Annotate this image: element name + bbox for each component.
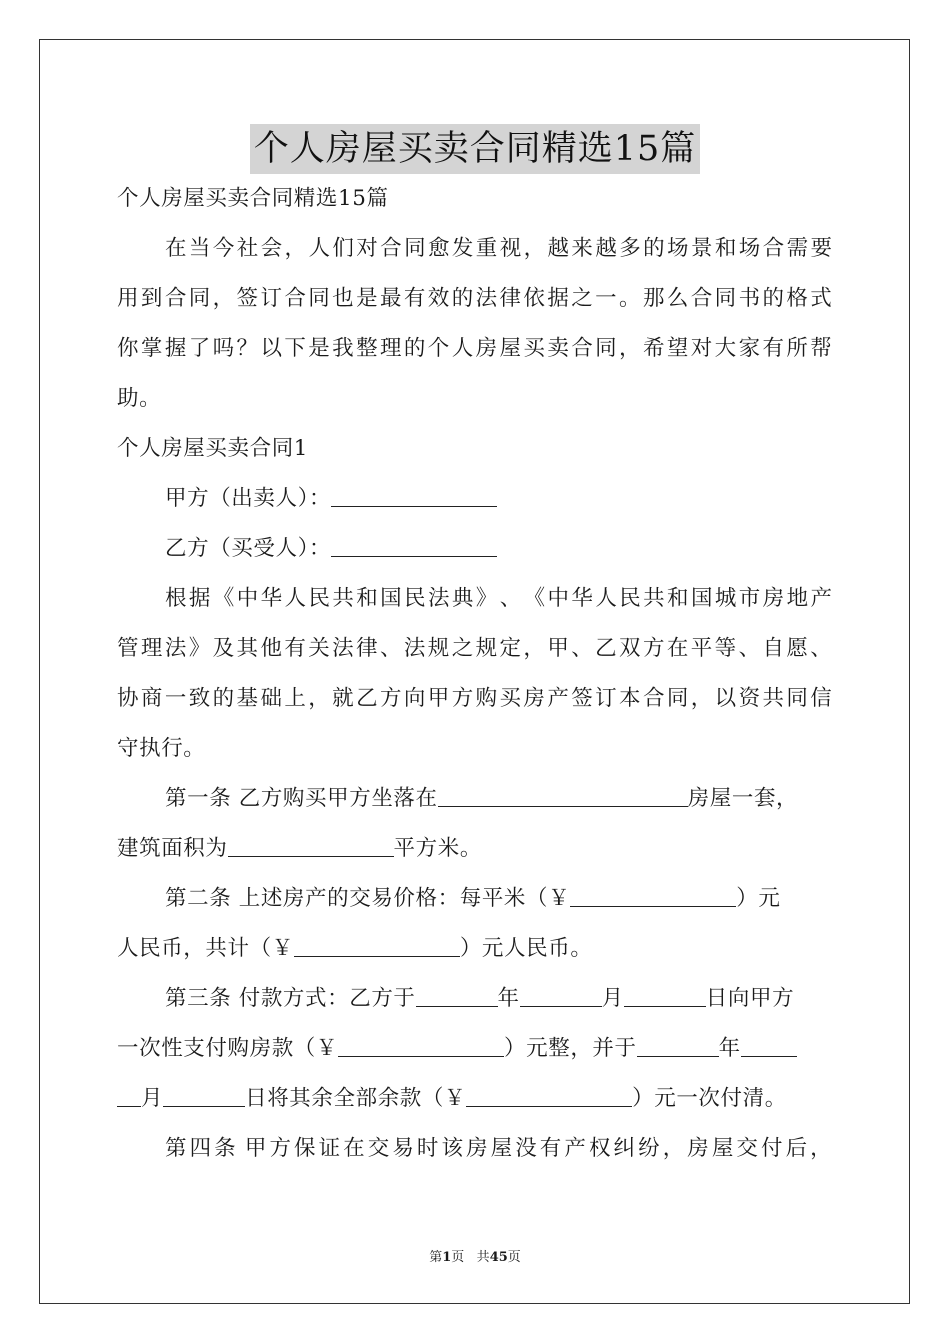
article-2-line-1	[165, 884, 780, 914]
footer-total-pages: 45	[489, 1250, 508, 1265]
article-2-text-a: 第二条 上述房产的交易价格：每平米（￥	[165, 886, 571, 911]
footer-page-number: 1	[442, 1250, 452, 1265]
article-3-text-c: ）元整，并于	[504, 1036, 637, 1061]
balance-month-blank-b[interactable]	[117, 1084, 141, 1107]
article-3-text-b: 一次性支付购房款（￥	[117, 1036, 339, 1061]
article-3-year: 年	[497, 986, 520, 1011]
article-1-text-a: 第一条 乙方购买甲方坐落在	[165, 786, 438, 811]
intro-line-3: 你 掌 握 了 吗 ？ 以 下 是 我 整 理 的 个 人 房 屋 买 卖 合 同 ， 希 望 对 大 家 有 所 帮	[117, 336, 832, 361]
article-2-text-d: ）元人民币。	[459, 936, 593, 961]
article-3-month-2: 月	[141, 1086, 164, 1111]
party-a-label: 甲方（出卖人）：	[165, 486, 332, 511]
total-price-blank[interactable]	[294, 934, 460, 957]
article-3-text-d: 日将其余全部余款（￥	[245, 1086, 467, 1111]
article-3-text-a: 第三条 付款方式：乙方于	[165, 986, 416, 1011]
article-2-line-2	[117, 934, 592, 964]
page-footer	[0, 1250, 950, 1266]
intro-line-1: 在 当 今 社 会 ， 人 们 对 合 同 愈 发 重 视 ， 越 来 越 多 的 场 景 和 场 合 需 要	[165, 236, 832, 261]
unit-price-blank[interactable]	[570, 884, 736, 907]
pay-month-blank[interactable]	[520, 984, 602, 1007]
article-3-month: 月	[601, 986, 624, 1011]
document-title: 个人房屋买卖合同精选15篇	[250, 124, 701, 174]
basis-line-2: 管 理 法 》 及 其 他 有 关 法 律 、 法 规 之 规 定 ， 甲 、 乙 双 方 在 平 等 、 自 愿 、	[117, 636, 832, 661]
footer-total-prefix: 共	[476, 1250, 490, 1265]
article-2-text-c: 人民币，共计（￥	[117, 936, 294, 961]
intro-line-4: 助。	[117, 386, 162, 411]
pay-day-blank[interactable]	[624, 984, 706, 1007]
article-3-line-1	[165, 984, 794, 1014]
article-2-text-b: ）元	[736, 886, 781, 911]
area-blank[interactable]	[228, 834, 394, 857]
article-3-year-2: 年	[718, 1036, 741, 1061]
pay-year-blank[interactable]	[416, 984, 498, 1007]
party-b-blank[interactable]	[331, 534, 497, 557]
basis-line-4: 守执行。	[117, 736, 206, 761]
balance-year-blank[interactable]	[637, 1034, 719, 1057]
location-blank[interactable]	[438, 784, 688, 807]
document-subtitle: 个人房屋买卖合同精选15篇	[117, 186, 389, 211]
party-b-label: 乙方（买受人）：	[165, 536, 332, 561]
down-payment-blank[interactable]	[338, 1034, 504, 1057]
footer-page-prefix: 第	[429, 1250, 443, 1265]
article-1-text-d: 平方米。	[393, 836, 482, 861]
basis-line-1: 根 据 《 中 华 人 民 共 和 国 民 法 典 》 、 《 中 华 人 民 共 和 国 城 市 房 地 产	[165, 586, 832, 611]
article-3-line-2	[117, 1034, 797, 1064]
article-1-line-1	[165, 784, 798, 814]
basis-line-3: 协 商 一 致 的 基 础 上 ， 就 乙 方 向 甲 方 购 买 房 产 签 订 本 合 同 ， 以 资 共 同 信	[117, 686, 832, 711]
article-3-day: 日向甲方	[705, 986, 795, 1011]
balance-amount-blank[interactable]	[466, 1084, 632, 1107]
party-a-line	[165, 484, 497, 514]
intro-line-2: 用 到 合 同 ， 签 订 合 同 也 是 最 有 效 的 法 律 依 据 之 一 。 那 么 合 同 书 的 格 式	[117, 286, 832, 311]
article-1-text-b: 房屋一套，	[687, 786, 799, 811]
party-a-blank[interactable]	[331, 484, 497, 507]
page-border	[39, 39, 910, 1304]
balance-day-blank[interactable]	[163, 1084, 245, 1107]
party-b-line	[165, 534, 497, 564]
article-1-line-2	[117, 834, 482, 864]
article-3-text-e: ）元一次付清。	[632, 1086, 787, 1111]
article-1-text-c: 建筑面积为	[117, 836, 228, 861]
article-4-line-1: 第 四 条 甲 方 保 证 在 交 易 时 该 房 屋 没 有 产 权 纠 纷 ， 房 屋 交 付 后 ，	[165, 1136, 832, 1161]
title-container	[0, 124, 950, 174]
balance-month-blank-a[interactable]	[741, 1034, 797, 1057]
footer-page-suffix: 页	[451, 1250, 465, 1265]
article-3-line-3	[117, 1084, 787, 1114]
footer-total-suffix: 页	[507, 1250, 521, 1265]
contract-heading: 个人房屋买卖合同1	[117, 436, 309, 461]
